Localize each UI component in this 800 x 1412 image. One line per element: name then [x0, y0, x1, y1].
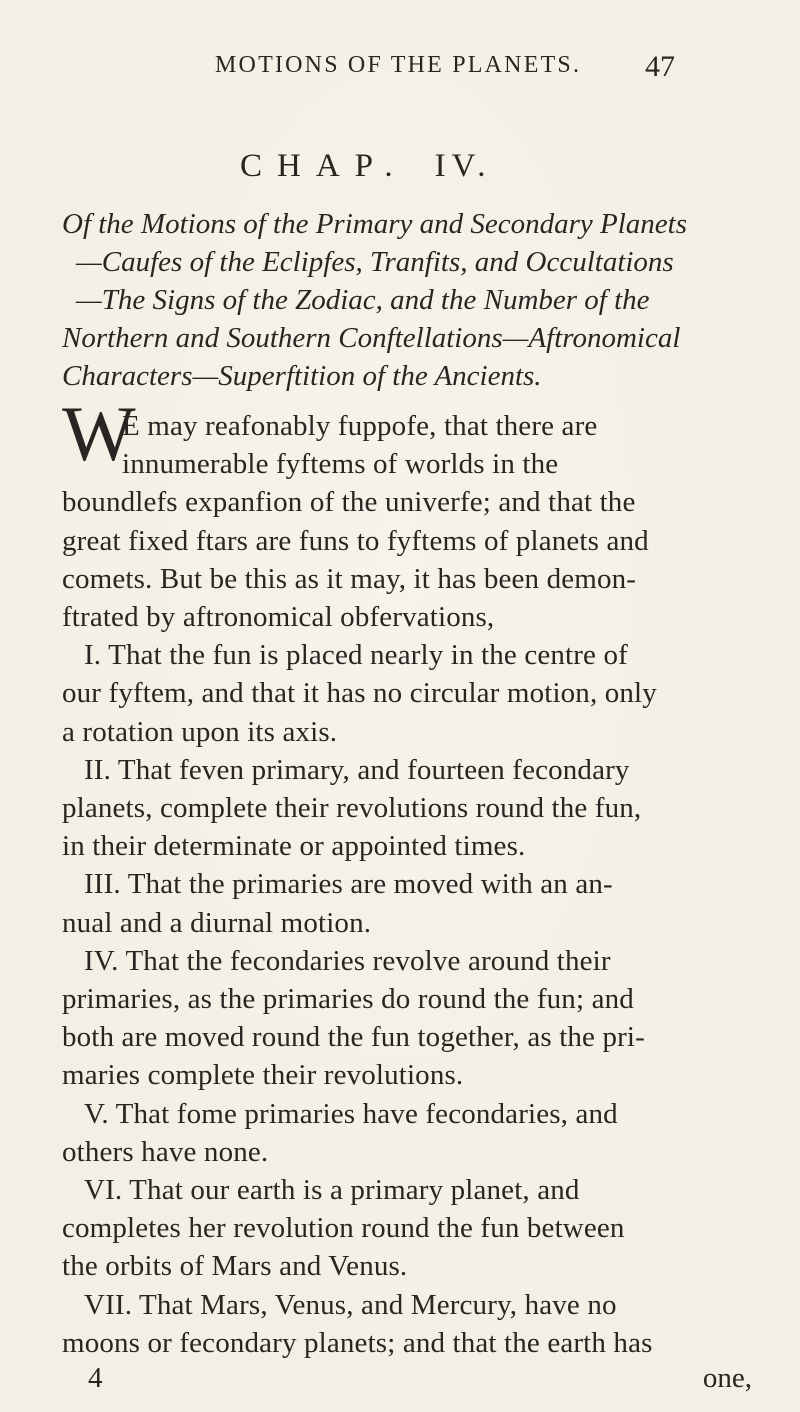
body-line: nual and a diurnal motion. — [62, 906, 372, 939]
chapter-summary — [62, 205, 752, 395]
body-line: innumerable fyftems of worlds in the — [122, 448, 559, 481]
chapter-label: CHAP. — [240, 148, 408, 184]
body-line: great fixed ftars are funs to fyftems of planets and — [62, 524, 649, 557]
body-line: moons or fecondary planets; and that the earth has — [62, 1326, 653, 1359]
body-text — [62, 390, 752, 1362]
summary-line: —Caufes of the Eclipfes, Tranfits, and Occultations — [76, 246, 674, 278]
body-line: II. That feven primary, and fourteen fecondary — [84, 753, 630, 786]
running-title: MOTIONS OF THE PLANETS. — [215, 52, 582, 78]
body-line: others have none. — [62, 1135, 269, 1168]
summary-line: Characters—Superftition of the Ancients. — [62, 360, 542, 392]
summary-line: —The Signs of the Zodiac, and the Number of the — [76, 284, 650, 316]
body-line: maries complete their revolutions. — [62, 1059, 464, 1092]
body-line: IV. That the fecondaries revolve around their — [84, 944, 611, 977]
body-line: ftrated by aftronomical obfervations, — [62, 601, 495, 634]
body-line: completes her revolution round the fun between — [62, 1212, 625, 1245]
body-line: both are moved round the fun together, as the pri- — [62, 1021, 645, 1054]
drop-cap: W — [62, 390, 134, 477]
catchword: one, — [702, 1362, 752, 1394]
body-line: boundlefs expanfion of the univerfe; and that the — [62, 486, 636, 519]
body-line: comets. But be this as it may, it has been demon- — [62, 562, 637, 595]
summary-line: Of the Motions of the Primary and Secondary Planets — [62, 208, 688, 240]
running-head — [215, 50, 675, 86]
body-line: planets, complete their revolutions round the fun, — [62, 792, 642, 825]
body-line: E may reafonably fuppofe, that there are — [122, 410, 598, 442]
body-line: in their determinate or appointed times. — [62, 830, 526, 863]
body-line: primaries, as the primaries do round the fun; and — [62, 983, 634, 1016]
body-line: VII. That Mars, Venus, and Mercury, have no — [84, 1288, 617, 1321]
body-line: I. That the fun is placed nearly in the centre of — [84, 639, 628, 672]
body-line: our fyftem, and that it has no circular motion, only — [62, 677, 657, 710]
signature-mark: 4 — [88, 1362, 103, 1394]
body-line: VI. That our earth is a primary planet, and — [84, 1174, 580, 1207]
chapter-number: IV. — [434, 148, 492, 184]
body-line: V. That fome primaries have fecondaries, and — [84, 1097, 618, 1130]
body-line: the orbits of Mars and Venus. — [62, 1250, 408, 1283]
opening-paragraph — [62, 390, 752, 483]
page-number: 47 — [645, 50, 675, 83]
summary-line: Northern and Southern Conftellations—Aftronomical — [62, 322, 681, 354]
page-footer — [62, 1362, 752, 1400]
body-line: III. That the primaries are moved with an an- — [84, 868, 613, 901]
body-line: a rotation upon its axis. — [62, 715, 338, 748]
chapter-heading — [240, 148, 491, 185]
